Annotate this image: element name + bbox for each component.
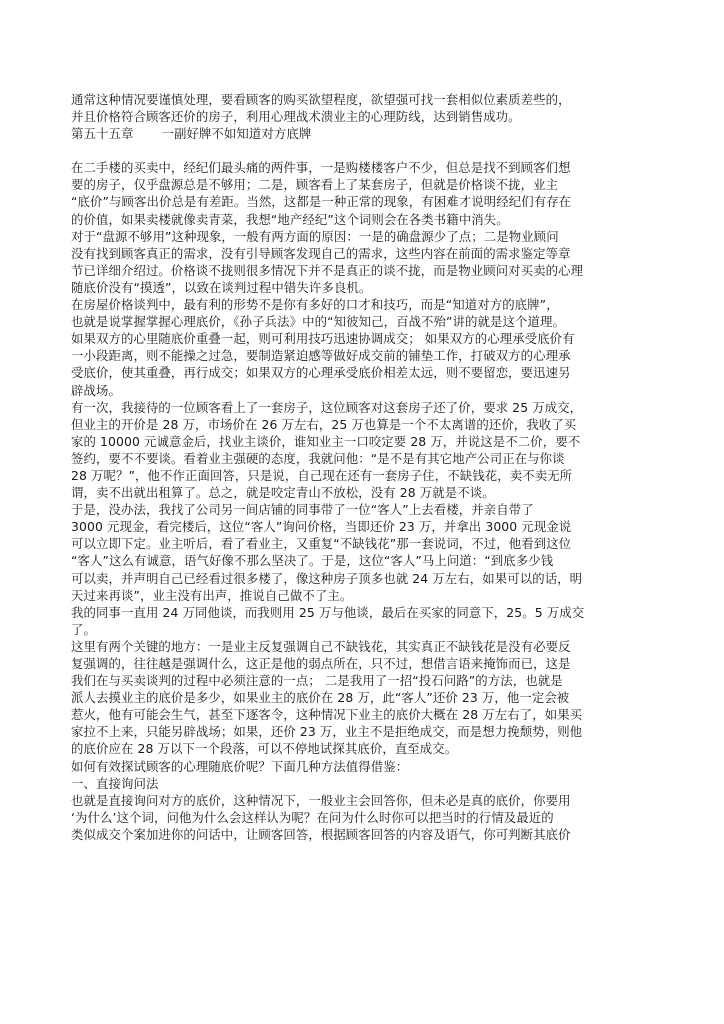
text-line: 签约，要不不要谈。看着业主强硬的态度，我就问他：“是不是有其它地产公司正在与你谈 [71, 450, 565, 466]
text-line: 在房屋价格谈判中，最有利的形势不是你有多好的口才和技巧，而是“知道对方的底牌”， [71, 297, 559, 313]
text-line: 一小段距离，则不能操之过急，要制造紧迫感等做好成交前的铺垫工作，打破双方的心理承 [71, 348, 571, 364]
text-line: 可以立即下定。业主听后，看了看业主，又重复“不缺钱花”那一套说词，不过，他看到这位 [71, 536, 572, 552]
text-line: 也就是直接询问对方的底价，这种情况下，一般业主会回答你，但未必是真的底价，你要用 [71, 792, 571, 808]
text-line: 但业主的开价是 28 万，市场价在 26 万左右，25 万也算是一个不太离谱的还价，我收了买 [71, 416, 577, 432]
document-page [71, 91, 659, 843]
text-line: 有一次，我接待的一位顾客看上了一套房子，这位顾客对这套房子还了价，要求 25 万成交， [71, 399, 583, 415]
chapter-title: 一副好牌不如知道对方底牌 [161, 126, 312, 142]
chapter-heading [71, 125, 659, 142]
body-text [71, 159, 659, 843]
text-line: 随底价没有“摸透”，以致在谈判过程中错失许多良机。 [71, 279, 372, 295]
text-line: 复强调的，往往越是强调什么，这正是他的弱点所在，只不过，想借言语来掩饰而已，这是 [71, 656, 571, 671]
text-line: 的底价应在 28 万以下一个段落，可以不停地试探其底价，直至成交。 [71, 741, 458, 757]
text-line: 我们在与买卖谈判的过程中必须注意的一点； 二是我用了一招“投石问路”的方法，也就是 [71, 673, 563, 689]
text-line: 我的同事一直用 24 万同他谈，而我则用 25 万与他谈，最后在买家的同意下，25。5 万成交 [71, 604, 585, 620]
text-line: 3000 元现金，看完楼后，这位“客人”询问价格，当即还价 23 万，并拿出 3000 元现金说 [71, 519, 572, 535]
text-line: “底价”与顾客出价总是有差距。当然，这都是一种正常的现象，有困难才说明经纪们有存在 [71, 194, 572, 210]
text-line: 并且价格符合顾客还价的房子，利用心理战术溃业主的心理防线，达到销售成功。 [71, 109, 521, 125]
text-line: 没有找到顾客真正的需求，没有引导顾客发现自己的需求，这些内容在前面的需求鉴定等章 [71, 245, 571, 261]
text-line: 对于“盘源不够用”这种现象，一般有两方面的原因：一是的确盘源少了点；二是物业顾问 [71, 228, 559, 244]
text-line: 通常这种情况要谨慎处理，要看顾客的购买欲望程度，欲望强可找一套相似位素质差些的， [71, 92, 571, 107]
text-line: 家的 10000 元诚意金后，找业主谈价，谁知业主一口咬定要 28 万，并说这是不二价，要不 [71, 433, 581, 449]
chapter-number: 第五十五章 [71, 126, 134, 142]
section-heading: 一、直接询问法 [71, 775, 159, 791]
text-line: 于是，没办法，我找了公司另一间店铺的同事带了一位“客人”上去看楼，并亲自带了 [71, 502, 534, 518]
text-line: “客人”这么有诚意，语气好像不那么坚决了。于是，这位“客人”马上问道：“到底多少钱 [71, 553, 554, 569]
text-line: ‘为什么’这个词，问他为什么会这样认为呢？在问为什么时你可以把当时的行情及最近的 [71, 809, 554, 825]
text-line: 惹火，他有可能会生气，甚至下逐客令，这种情况下业主的底价大概在 28 万左右了，如果买 [71, 707, 583, 723]
text-line: 如果双方的心里随底价重叠一起，则可利用技巧迅速协调成交； 如果双方的心理承受底价有 [71, 331, 575, 347]
text-line: 谓，卖不出就出租算了。总之，就是咬定青山不放松，没有 28 万就是不谈。 [71, 485, 495, 501]
text-line: 可以卖，并声明自己已经看过很多楼了，像这种房子顶多也就 24 万左右，如果可以的话，明 [71, 570, 583, 586]
text-line: 天过来再谈”，业主没有出声，推说自己做不了主。 [71, 587, 353, 603]
text-line: 要的房子，仅乎盘源总是不够用；二是，顾客看上了某套房子，但就是价格谈不拢，业主 [71, 177, 559, 193]
text-line: 节已详细介绍过。价格谈不拢则很多情况下并不是真正的谈不拢，而是物业顾问对买卖的心理 [71, 262, 584, 278]
text-line: 的价值，如果卖楼就像卖青菜，我想“地产经纪”这个词则会在各类书籍中消失。 [71, 211, 509, 227]
text-line: 辟战场。 [71, 382, 121, 398]
text-line: 这里有两个关键的地方：一是业主反复强调自己不缺钱花，其实真正不缺钱花是没有必要反 [71, 638, 571, 654]
text-line: 28 万呢？”，他不作正面回答，只是说，自己现在还有一套房子住，不缺钱花，卖不卖无所 [71, 467, 573, 483]
text-line: 家拉不上来，只能另辟战场；如果，还价 23 万，业主不是拒绝成交，而是想力挽颓势，则他 [71, 724, 583, 740]
text-line: 了。 [71, 621, 96, 637]
intro-paragraph [71, 91, 659, 125]
text-line: 类似成交个案加进你的问话中，让顾客回答，根据顾客回答的内容及语气，你可判断其底价 [71, 826, 571, 842]
blank-line [71, 142, 659, 159]
text-line: 派人去摸业主的底价是多少，如果业主的底价在 28 万，此“客人”还价 23 万，他一定会被 [71, 690, 570, 706]
text-line: 受底价，使其重叠，再行成交；如果双方的心理承受底价相差太远，则不要留恋，要迅速另 [71, 365, 571, 381]
text-line: 也就是说掌握掌握心理底价，《孙子兵法》中的“知彼知己，百战不殆”讲的就是这个道理。 [71, 314, 565, 330]
text-line: 如何有效探试顾客的心理随底价呢？下面几种方法值得借鉴： [71, 758, 409, 774]
text-line: 在二手楼的买卖中，经纪们最头痛的两件事，一是购楼楼客户不少，但总是找不到顾客们想 [71, 160, 571, 176]
